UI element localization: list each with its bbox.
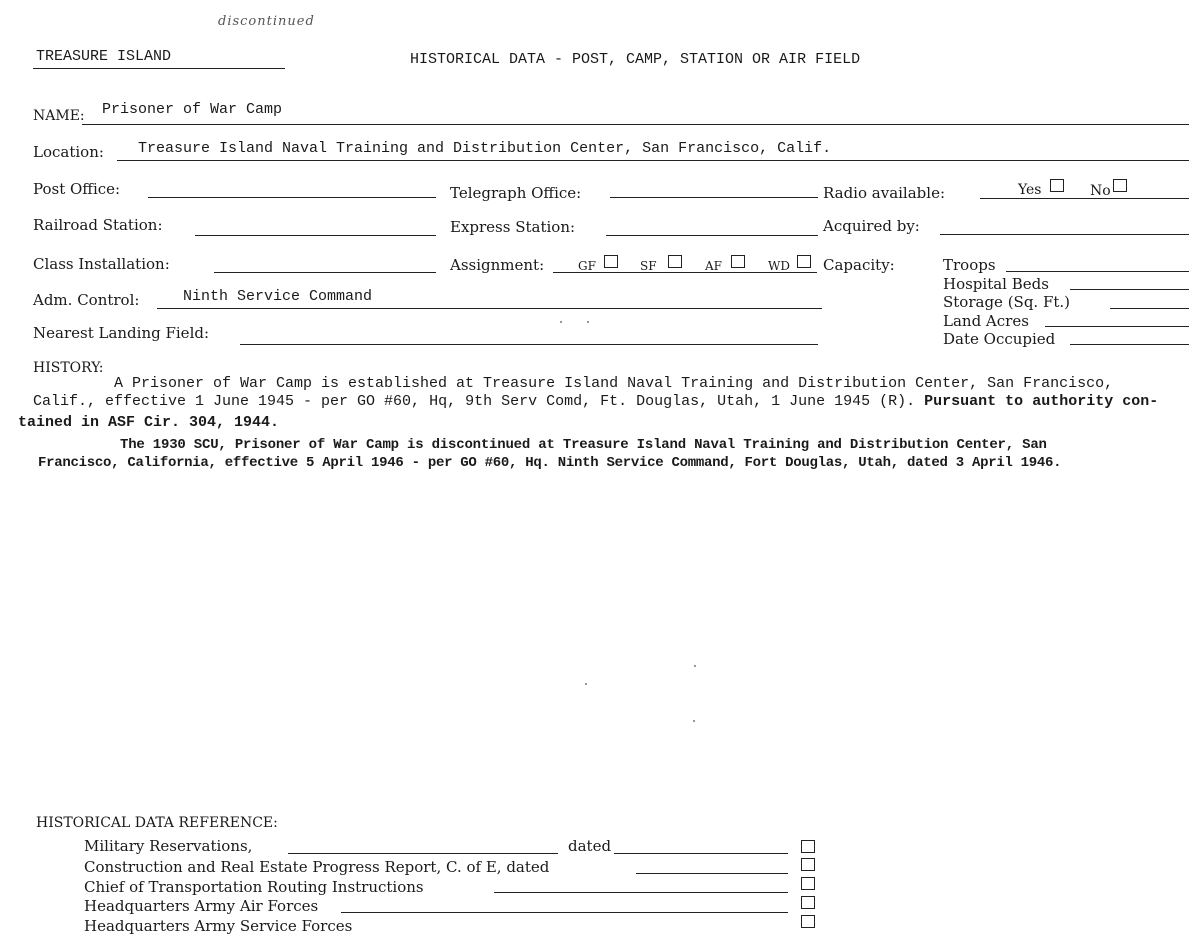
radio-yes-label: Yes bbox=[1018, 182, 1042, 198]
post-office-line bbox=[148, 197, 436, 198]
name-line bbox=[82, 124, 1189, 125]
radio-yes-checkbox[interactable] bbox=[1050, 179, 1064, 192]
date-occupied-line bbox=[1070, 344, 1189, 345]
adm-control-line bbox=[157, 308, 822, 309]
af-label: AF bbox=[705, 259, 722, 273]
date-occupied-label: Date Occupied bbox=[943, 330, 1056, 348]
ref-checkbox-5[interactable] bbox=[801, 915, 815, 928]
express-line bbox=[606, 235, 818, 236]
post-office-label: Post Office: bbox=[33, 180, 121, 198]
history-para1-line3: tained in ASF Cir. 304, 1944. bbox=[18, 414, 280, 431]
adm-control-label: Adm. Control: bbox=[33, 291, 140, 309]
class-installation-label: Class Installation: bbox=[33, 255, 170, 273]
ref-line-1b bbox=[614, 853, 788, 854]
ref-item-military-reservations: Military Reservations, bbox=[84, 837, 253, 855]
land-acres-label: Land Acres bbox=[943, 312, 1029, 330]
sf-label: SF bbox=[640, 259, 657, 273]
history-para1-line1: A Prisoner of War Camp is established at Treasure Island Naval Training and Distribution Center, San Francisco, bbox=[114, 375, 1114, 392]
ref-line-1a bbox=[288, 853, 558, 854]
history-para2-line1: The 1930 SCU, Prisoner of War Camp is discontinued at Treasure Island Naval Training and Distribution Center, San bbox=[120, 437, 1047, 453]
class-installation-line bbox=[214, 272, 436, 273]
hospital-beds-line bbox=[1070, 289, 1189, 290]
location-line bbox=[117, 160, 1189, 161]
storage-line bbox=[1110, 308, 1189, 309]
reference-heading: HISTORICAL DATA REFERENCE: bbox=[36, 815, 278, 831]
acquired-label: Acquired by: bbox=[823, 217, 920, 235]
telegraph-line bbox=[610, 197, 818, 198]
history-heading: HISTORY: bbox=[33, 360, 104, 376]
installation-underline bbox=[33, 68, 285, 69]
railroad-line bbox=[195, 235, 436, 236]
ref-line-3 bbox=[494, 892, 788, 893]
history-para2-line2: Francisco, California, effective 5 April 1946 - per GO #60, Hq. Ninth Service Command, Fort Douglas, Utah, dated 3 April 1946. bbox=[38, 455, 1062, 471]
storage-label: Storage (Sq. Ft.) bbox=[943, 293, 1071, 311]
location-value: Treasure Island Naval Training and Distribution Center, San Francisco, Calif. bbox=[138, 140, 832, 157]
troops-line bbox=[1006, 271, 1189, 272]
history-para1-line2-text: Calif., effective 1 June 1945 - per GO #60, Hq, 9th Serv Comd, Ft. Douglas, Utah, 1 June 1945 (R). bbox=[33, 393, 916, 410]
history-para1-line2 bbox=[33, 393, 1158, 410]
ref-checkbox-2[interactable] bbox=[801, 858, 815, 871]
handwritten-note: discontinued bbox=[218, 14, 315, 29]
troops-label: Troops bbox=[943, 256, 996, 274]
adm-control-value: Ninth Service Command bbox=[183, 288, 373, 305]
express-label: Express Station: bbox=[450, 218, 576, 236]
hospital-beds-label: Hospital Beds bbox=[943, 275, 1049, 293]
gf-label: GF bbox=[578, 259, 596, 273]
ref-item-transportation: Chief of Transportation Routing Instructions bbox=[84, 878, 424, 896]
land-acres-line bbox=[1045, 326, 1189, 327]
ref-checkbox-1[interactable] bbox=[801, 840, 815, 853]
radio-label: Radio available: bbox=[823, 184, 946, 202]
location-label: Location: bbox=[33, 143, 104, 161]
ref-item-construction-report: Construction and Real Estate Progress Report, C. of E, dated bbox=[84, 858, 550, 876]
ref-line-2 bbox=[636, 873, 788, 874]
ref-checkbox-3[interactable] bbox=[801, 877, 815, 890]
gf-checkbox[interactable] bbox=[604, 255, 618, 268]
capacity-label: Capacity: bbox=[823, 256, 895, 274]
form-title: HISTORICAL DATA - POST, CAMP, STATION OR AIR FIELD bbox=[410, 51, 861, 68]
ref-item-army-air-forces: Headquarters Army Air Forces bbox=[84, 897, 319, 915]
name-value: Prisoner of War Camp bbox=[102, 101, 283, 118]
ref-item-dated: dated bbox=[568, 837, 612, 855]
af-checkbox[interactable] bbox=[731, 255, 745, 268]
radio-no-checkbox[interactable] bbox=[1113, 179, 1127, 192]
landing-field-label: Nearest Landing Field: bbox=[33, 324, 210, 342]
ref-checkbox-4[interactable] bbox=[801, 896, 815, 909]
installation-name: TREASURE ISLAND bbox=[36, 48, 172, 65]
radio-line bbox=[980, 198, 1189, 199]
telegraph-label: Telegraph Office: bbox=[450, 184, 582, 202]
acquired-line bbox=[940, 234, 1189, 235]
ref-item-army-service-forces: Headquarters Army Service Forces bbox=[84, 917, 353, 935]
wd-label: WD bbox=[768, 259, 790, 273]
wd-checkbox[interactable] bbox=[797, 255, 811, 268]
landing-field-line bbox=[240, 344, 818, 345]
radio-no-label: No bbox=[1090, 183, 1111, 199]
ref-line-4 bbox=[341, 912, 788, 913]
assignment-label: Assignment: bbox=[450, 256, 545, 274]
sf-checkbox[interactable] bbox=[668, 255, 682, 268]
name-label: NAME: bbox=[33, 108, 85, 124]
railroad-label: Railroad Station: bbox=[33, 216, 163, 234]
history-para1-line2-bold: Pursuant to authority con- bbox=[924, 393, 1159, 410]
